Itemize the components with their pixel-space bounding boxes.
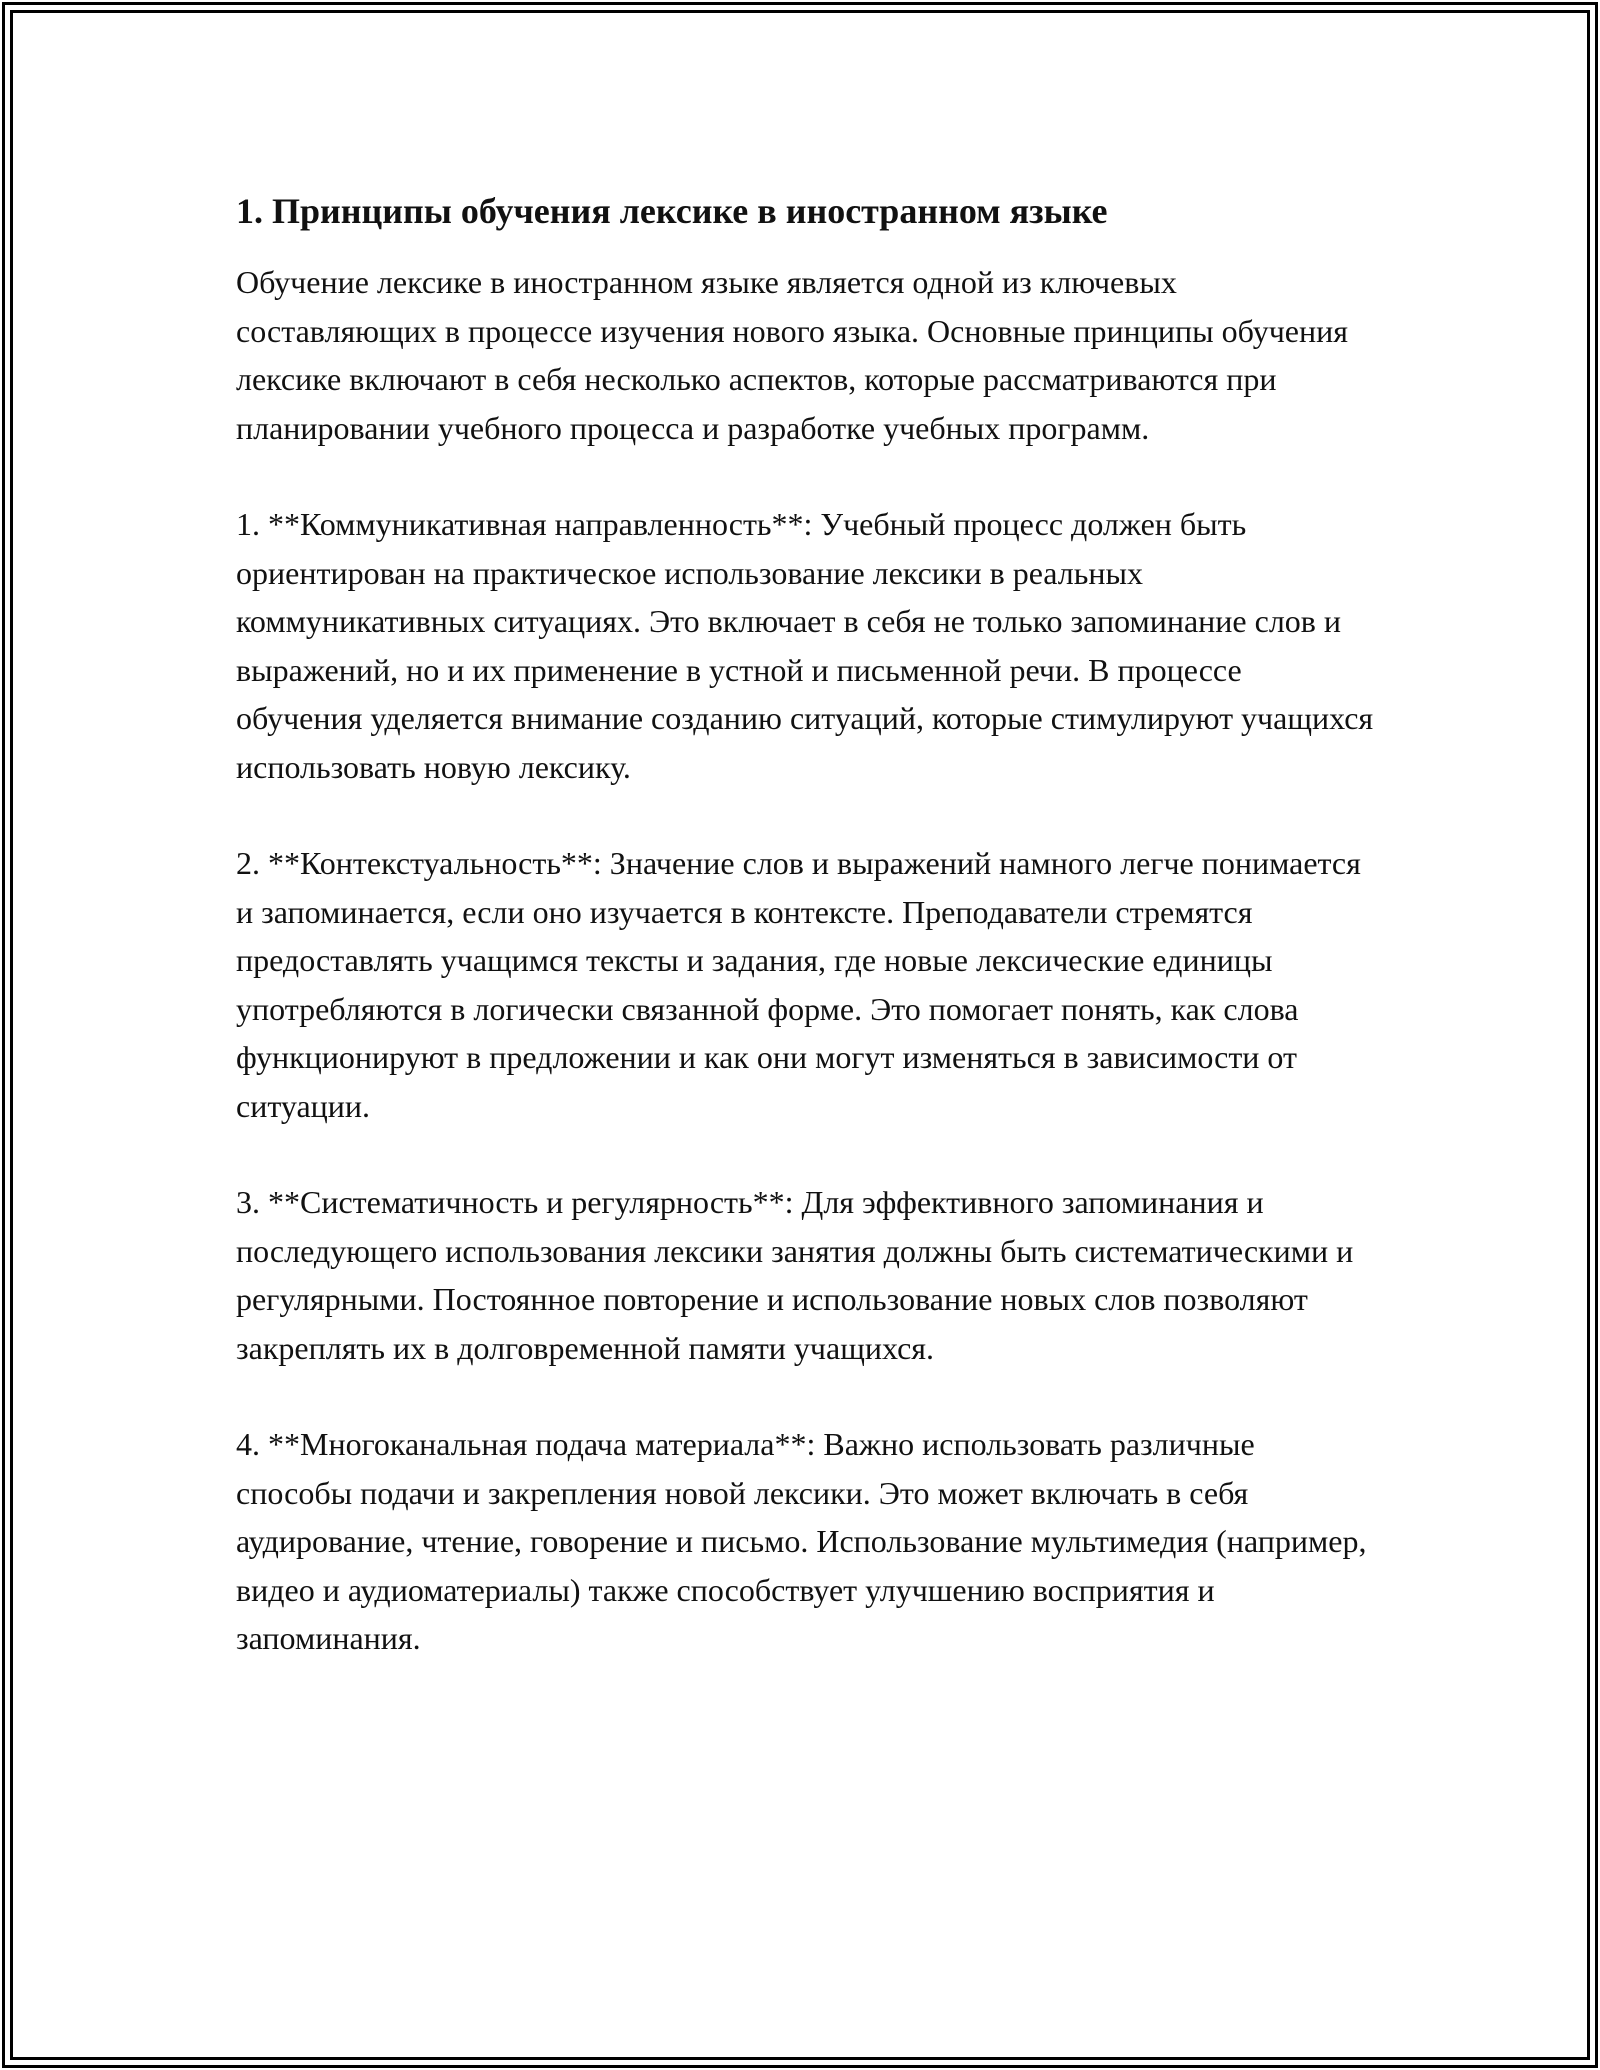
principle-multichannel-paragraph: 4. **Многоканальная подача материала**: Важно использовать различные способы подачи и закрепления новой лексики. Это может включать в себя аудирование, чтение, говорение и письмо. Использование мультимедия (например, видео и аудиоматериалы) также способствует улучшению восприятия и запоминания. <box>236 1426 1367 1656</box>
document-body <box>236 186 1376 1711</box>
intro-paragraph: Обучение лексике в иностранном языке является одной из ключевых составляющих в процессе изучения нового языка. Основные принципы обучения лексике включают в себя несколько аспектов, которые рассматриваются при планировании учебного процесса и разработке учебных программ. <box>236 264 1348 446</box>
principle-communicative-paragraph: 1. **Коммуникативная направленность**: Учебный процесс должен быть ориентирован на практическое использование лексики в реальных коммуникативных ситуациях. Это включает в себя не только запоминание слов и выражений, но и их применение в устной и письменной речи. В процессе обучения уделяется внимание созданию ситуаций, которые стимулируют учащихся использовать новую лексику. <box>236 506 1374 785</box>
principle-systematic-paragraph: 3. **Систематичность и регулярность**: Для эффективного запоминания и последующего использования лексики занятия должны быть систематическими и регулярными. Постоянное повторение и использование новых слов позволяют закреплять их в долговременной памяти учащихся. <box>236 1184 1354 1366</box>
principle-contextual-paragraph: 2. **Контекстуальность**: Значение слов и выражений намного легче понимается и запоминается, если оно изучается в контексте. Преподаватели стремятся предоставлять учащимся тексты и задания, где новые лексические единицы употребляются в логически связанной форме. Это помогает понять, как слова функционируют в предложении и как они могут изменяться в зависимости от ситуации. <box>236 845 1361 1124</box>
section-heading: 1. Принципы обучения лексике в иностранном языке <box>236 191 1108 231</box>
